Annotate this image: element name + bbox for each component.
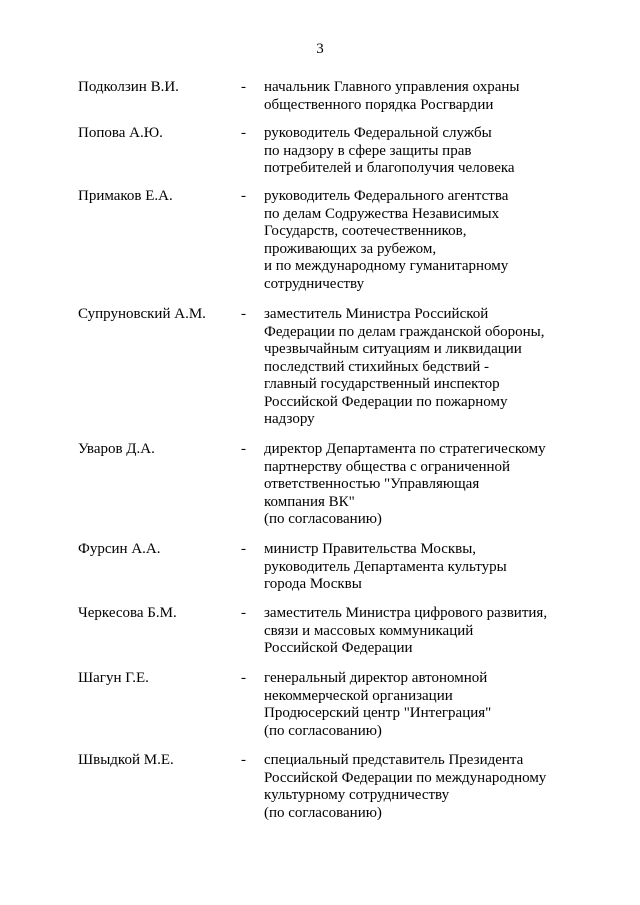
- separator-dash: -: [241, 188, 246, 204]
- separator-dash: -: [241, 670, 246, 686]
- position-line: руководитель Федерального агентства: [264, 188, 509, 204]
- separator-dash: -: [241, 79, 246, 95]
- position-line: по надзору в сфере защиты прав: [264, 142, 472, 159]
- position-line: надзору: [264, 411, 315, 427]
- position-line: ответственностью "Управляющая: [264, 476, 480, 492]
- person-name: Супруновский А.М.: [78, 306, 206, 322]
- person-name: Шагун Г.Е.: [78, 670, 149, 686]
- position-line: Российской Федерации: [264, 640, 413, 656]
- person-name: Уваров Д.А.: [78, 441, 155, 457]
- position-description: [264, 79, 604, 114]
- position-description: [264, 306, 604, 429]
- separator-dash: -: [241, 125, 246, 141]
- position-line: руководитель Федеральной службы: [264, 125, 492, 141]
- separator-dash: -: [241, 541, 246, 557]
- position-line: культурному сотрудничеству: [264, 787, 450, 803]
- position-description: [264, 188, 604, 293]
- position-description: [264, 125, 604, 178]
- position-line: по делам Содружества Независимых: [264, 205, 500, 222]
- position-description: [264, 441, 604, 529]
- position-line: министр Правительства Москвы,: [264, 541, 477, 557]
- person-name: Примаков Е.А.: [78, 188, 173, 204]
- position-line: Продюсерский центр "Интеграция": [264, 705, 492, 721]
- position-line: (по согласованию): [264, 511, 382, 527]
- separator-dash: -: [241, 752, 246, 768]
- position-line: генеральный директор автономной: [264, 670, 488, 686]
- person-name: Фурсин А.А.: [78, 541, 161, 557]
- position-line: связи и массовых коммуникаций: [264, 622, 474, 639]
- position-description: [264, 541, 604, 594]
- position-line: заместитель Министра цифрового развития,: [264, 605, 548, 621]
- separator-dash: -: [241, 441, 246, 457]
- position-line: Российской Федерации по пожарному: [264, 393, 508, 410]
- position-line: проживающих за рубежом,: [264, 240, 437, 257]
- position-line: Федерации по делам гражданской обороны,: [264, 323, 545, 340]
- position-line: руководитель Департамента культуры: [264, 558, 507, 575]
- position-line: директор Департамента по стратегическому: [264, 441, 546, 457]
- person-name: Швыдкой М.Е.: [78, 752, 174, 768]
- position-description: [264, 670, 604, 740]
- page-number: 3: [316, 41, 324, 57]
- position-line: заместитель Министра Российской: [264, 306, 489, 322]
- position-line: и по международному гуманитарному: [264, 258, 509, 274]
- position-line: начальник Главного управления охраны: [264, 79, 520, 95]
- position-line: чрезвычайным ситуациям и ликвидации: [264, 341, 522, 357]
- position-line: главный государственный инспектор: [264, 376, 500, 392]
- position-line: некоммерческой организации: [264, 687, 453, 704]
- position-line: компания ВК": [264, 493, 355, 510]
- position-line: города Москвы: [264, 576, 362, 592]
- person-name: Черкесова Б.М.: [78, 605, 177, 621]
- position-line: сотрудничеству: [264, 275, 365, 292]
- position-line: специальный представитель Президента: [264, 752, 524, 768]
- separator-dash: -: [241, 605, 246, 621]
- separator-dash: -: [241, 306, 246, 322]
- person-name: Попова А.Ю.: [78, 125, 163, 141]
- person-name: Подколзин В.И.: [78, 79, 179, 95]
- position-line: Государств, соотечественников,: [264, 223, 467, 239]
- position-line: (по согласованию): [264, 722, 382, 739]
- position-line: последствий стихийных бедствий -: [264, 358, 490, 375]
- position-line: партнерству общества с ограниченной: [264, 458, 511, 475]
- position-line: Российской Федерации по международному: [264, 769, 547, 786]
- position-description: [264, 605, 604, 658]
- position-description: [264, 752, 604, 822]
- position-line: (по согласованию): [264, 804, 382, 821]
- position-line: потребителей и благополучия человека: [264, 160, 515, 176]
- position-line: общественного порядка Росгвардии: [264, 96, 494, 113]
